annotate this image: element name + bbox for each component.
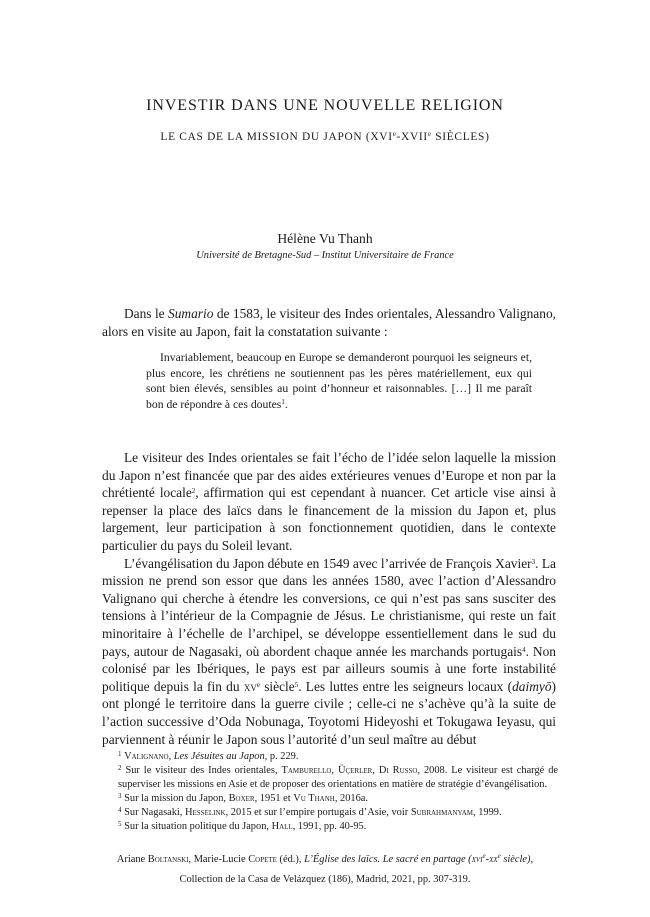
footnote-ref[interactable]: 2 — [191, 487, 196, 496]
footnote-ref[interactable]: 3 — [531, 557, 536, 566]
footnote: $^1$ Valignano, Les Jésuites au Japon, p. 229. — [118, 750, 299, 762]
footnote-ref[interactable]: 1 — [281, 398, 285, 407]
main-text — [102, 449, 556, 748]
citation-line-2: Collection de la Casa de Velázquez (186), Madrid, 2021, pp. 307-319. — [179, 874, 471, 885]
citation-line-1: Ariane Boltanski, Marie-Lucie Copete (éd.), L’Église des laïcs. Le sacré en partage ($xvi^e-xx^e$ siècle), — [116, 852, 534, 865]
author-name: Hélène Vu Thanh — [277, 231, 373, 246]
block-quote: Invariablement, beaucoup en Europe se demanderont pourquoi les seigneurs et, plus encore, les chrétiens ne soutiennent pas les pères matériellement, eux qui sont bien élevés, sensibles au point d’honneur et raisonnables. […] Il me paraît bon de répondre à ces doutes$^1$. — [146, 351, 532, 412]
paragraph: L’évangélisation du Japon débute en 1549 avec l’arrivée de François Xavier$^3$. La mission ne prend son essor que dans les années 1580, avec l’action d’Alessandro Valignano qui cherche à étendre les conversions, ce qui n’est pas sans susciter des tensions à l’intérieur de la Compagnie de Jésus. Le christianisme, qui reste un fait minoritaire à l’échelle de l’archipel, se développe essentiellement dans le sud du pays, autour de Nagasaki, où abordent chaque année les marchands portugais$^4$. Non colonisé par les Ibériques, le pays est par ailleurs soumis à une forte instabilité politique depuis la fin du $xv^e$ siècle$^5$. Les luttes entre les seigneurs locaux (daimyō) ont plongé le territoire dans la guerre civile ; celle-ci ne s’achève qu’à la suite de l’action successive d’Oda Nobunaga, Toyotomi Hideyoshi et Tokugawa Ieyasu, qui parviennent à réunir le Japon sous l’autorité d’un seul maître au début — [102, 555, 557, 747]
paragraph: Le visiteur des Indes orientales se fait l’écho de l’idée selon laquelle la mission du Japon n’est financée que par des aides extérieures venues d’Europe et non par la chrétienté locale$^2$, affirmation qui est cependant à nuancer. Cet article vise ainsi à repenser la place des laïcs dans le financement de la mission du Japon et, plus largement, leur participation à son fonctionnement quotidien, dans le contexte particulier du pays du Soleil levant. — [102, 450, 556, 553]
footnote: $^2$ Sur le visiteur des Indes orientales, Tamburello, Üçerler, Di Russo, 2008. Le visiteur est chargé de superviser les missions en Asie et de proposer des orientations en matière de stratégie d’évangélisation. — [118, 764, 559, 790]
work-title: Sumario — [168, 306, 214, 321]
footnote-ref[interactable]: 5 — [294, 680, 299, 689]
publication-citation — [0, 850, 650, 890]
author-affiliation: Université de Bretagne-Sud – Institut Universitaire de France — [196, 250, 454, 261]
footnote-ref[interactable]: 4 — [522, 645, 526, 654]
intro-paragraph: Dans le Sumario de 1583, le visiteur des Indes orientales, Alessandro Valignano, alors en visite au Japon, fait la constatation suivante : — [102, 306, 556, 339]
footnotes — [118, 750, 558, 835]
footnote: $^3$ Sur la mission du Japon, Boxer, 1951 et Vu Thanh, 2016a. — [118, 791, 369, 804]
footnote: $^4$ Sur Nagasaki, Hesselink, 2015 et sur l’empire portugais d’Asie, voir Subrahmanyam, 1999. — [118, 806, 502, 819]
article-title: INVESTIR DANS UNE NOUVELLE RELIGION — [146, 97, 504, 114]
footnote: $^5$ Sur la situation politique du Japon, Hall, 1991, pp. 40-95. — [118, 820, 367, 833]
article-subtitle: LE CAS DE LA MISSION DU JAPON (XVIe-XVIIe SIÈCLES) — [160, 130, 490, 143]
